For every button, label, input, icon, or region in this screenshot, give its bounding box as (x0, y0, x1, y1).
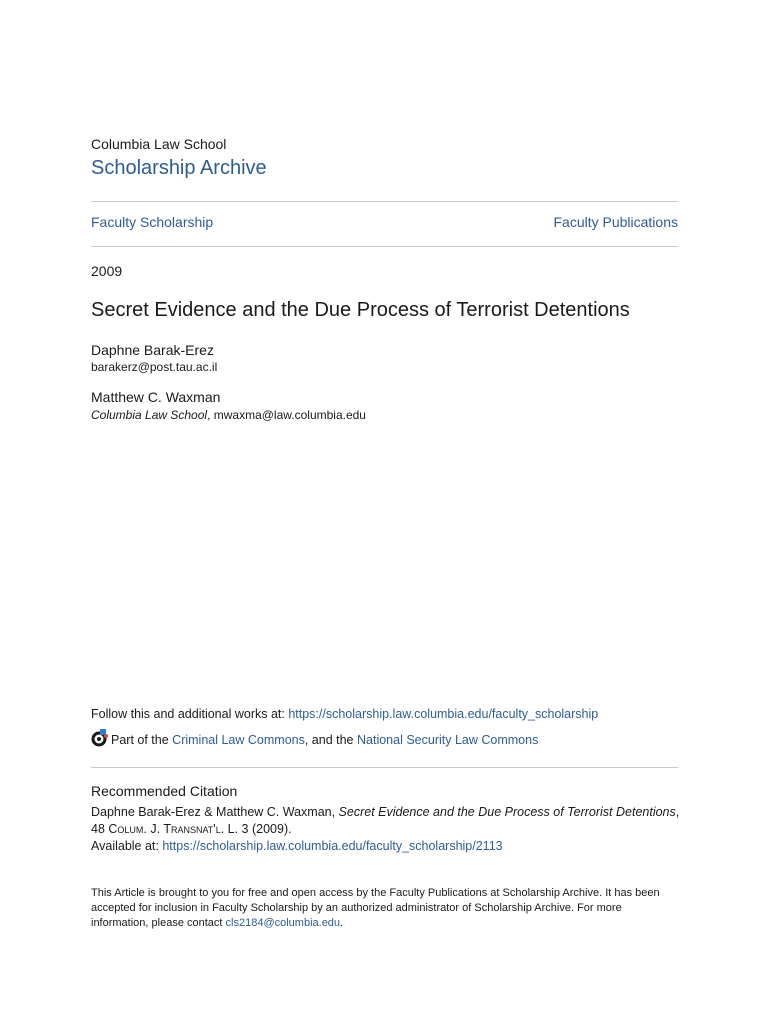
citation-divider (91, 767, 678, 768)
follow-prefix: Follow this and additional works at: (91, 707, 289, 721)
faculty-scholarship-link[interactable]: Faculty Scholarship (91, 214, 214, 230)
citation-text (91, 804, 681, 855)
citation-title: Secret Evidence and the Due Process of Terrorist Detentions (338, 805, 676, 819)
citation-after-title: , (675, 805, 680, 819)
article-title: Secret Evidence and the Due Process of Terrorist Detentions (91, 299, 630, 321)
part-of-middle: , and the (304, 733, 354, 747)
access-notice-end: . (340, 917, 344, 929)
top-divider (91, 201, 678, 202)
citation-authors: Daphne Barak-Erez & Matthew C. Waxman, (91, 805, 339, 819)
archive-link[interactable]: Scholarship Archive (91, 157, 267, 179)
author-2-affiliation-line: Columbia Law School, mwaxma@law.columbia.edu (91, 408, 366, 422)
access-notice-text: This Article is brought to you for free and open access by the Faculty Publications at Scholarship Archive. It has been accepted for inclusion in Faculty Scholarship by an authorized administrator of Scholarship Archive. For more information, please contact (91, 887, 660, 929)
faculty-publications-link[interactable]: Faculty Publications (553, 214, 678, 230)
recommended-citation-heading: Recommended Citation (91, 783, 238, 799)
citation-rest: 3 (2009). (238, 822, 292, 836)
follow-line (91, 707, 598, 721)
author-2-email: mwaxma@law.columbia.edu (213, 408, 366, 422)
citation-journal: Colum. J. Transnat'l. L. (108, 822, 239, 836)
school-name: Columbia Law School (91, 136, 227, 152)
contact-email-link[interactable]: cls2184@columbia.edu (225, 917, 341, 929)
author-1-name: Daphne Barak-Erez (91, 342, 214, 358)
available-at-link[interactable]: https://scholarship.law.columbia.edu/faculty_scholarship/2113 (162, 839, 503, 853)
author-1-email: barakerz@post.tau.ac.il (91, 360, 218, 374)
publication-year: 2009 (91, 263, 123, 279)
access-notice (91, 886, 681, 931)
citation-volume: 48 (91, 822, 109, 836)
nav-divider (91, 246, 678, 247)
national-security-law-commons-link[interactable]: National Security Law Commons (357, 733, 539, 747)
part-of-line (91, 731, 538, 749)
author-2-name: Matthew C. Waxman (91, 389, 221, 405)
part-of-prefix: Part of the (111, 733, 169, 747)
collection-nav (91, 214, 678, 230)
author-2-affiliation: Columbia Law School (91, 408, 208, 422)
criminal-law-commons-link[interactable]: Criminal Law Commons (172, 733, 305, 747)
commons-network-icon (91, 729, 109, 747)
follow-url-link[interactable]: https://scholarship.law.columbia.edu/faculty_scholarship (288, 707, 599, 721)
available-at-prefix: Available at: (91, 839, 163, 853)
